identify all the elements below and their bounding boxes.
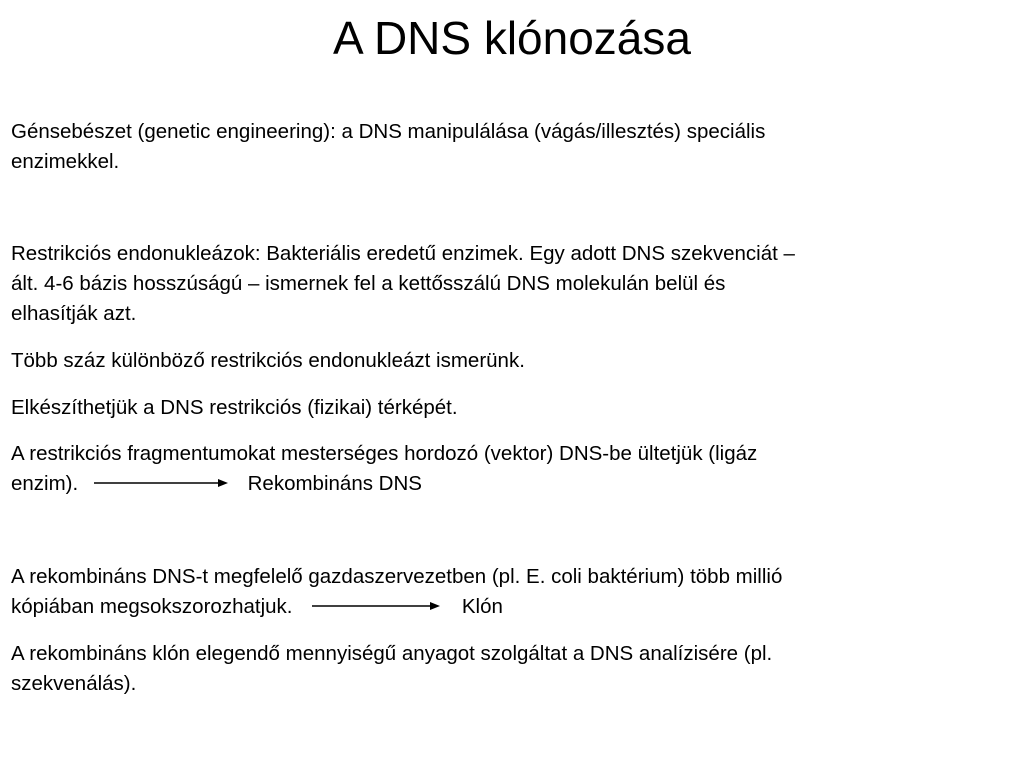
- text-line-with-arrow: [11, 469, 1011, 499]
- text-line: A rekombináns klón elegendő mennyiségű anyagot szolgáltat a DNS analízisére (pl.: [11, 642, 773, 665]
- paragraph-many-enzymes: [11, 346, 1011, 376]
- text-line: Több száz különböző restrikciós endonukleázt ismerünk.: [11, 349, 525, 372]
- text-segment: kópiában megsokszorozhatjuk.: [11, 595, 293, 618]
- text-line: Restrikciós endonukleázok: Bakteriális eredetű enzimek. Egy adott DNS szekvenciát –: [11, 242, 795, 265]
- paragraph-recombinant-dna: [11, 439, 1011, 499]
- text-line: szekvenálás).: [11, 672, 137, 695]
- text-line: ált. 4-6 bázis hosszúságú – ismernek fel a kettősszálú DNS molekulán belül és: [11, 272, 726, 295]
- text-line: A restrikciós fragmentumokat mesterséges hordozó (vektor) DNS-be ültetjük (ligáz: [11, 442, 758, 465]
- right-arrow-icon: [92, 469, 242, 499]
- text-segment-result: Rekombináns DNS: [247, 472, 422, 495]
- right-arrow-icon: [310, 592, 456, 622]
- slide-title: A DNS klónozása: [333, 12, 691, 64]
- text-line: enzimekkel.: [11, 150, 120, 173]
- text-line-with-arrow: [11, 592, 1011, 622]
- text-line: elhasítják azt.: [11, 302, 137, 325]
- paragraph-genetic-engineering: [11, 117, 1011, 177]
- paragraph-restriction-map: [11, 393, 1011, 423]
- text-line: A rekombináns DNS-t megfelelő gazdaszervezetben (pl. E. coli baktérium) több millió: [11, 565, 783, 588]
- text-segment: enzim).: [11, 472, 79, 495]
- paragraph-cloning: [11, 562, 1011, 622]
- text-segment-result: Klón: [461, 595, 503, 618]
- paragraph-clone-analysis: [11, 639, 1011, 699]
- paragraph-restriction-enzymes: [11, 239, 1011, 329]
- text-line: Elkészíthetjük a DNS restrikciós (fizikai) térképét.: [11, 396, 458, 419]
- text-line: Génsebészet (genetic engineering): a DNS manipulálása (vágás/illesztés) speciális: [11, 120, 766, 143]
